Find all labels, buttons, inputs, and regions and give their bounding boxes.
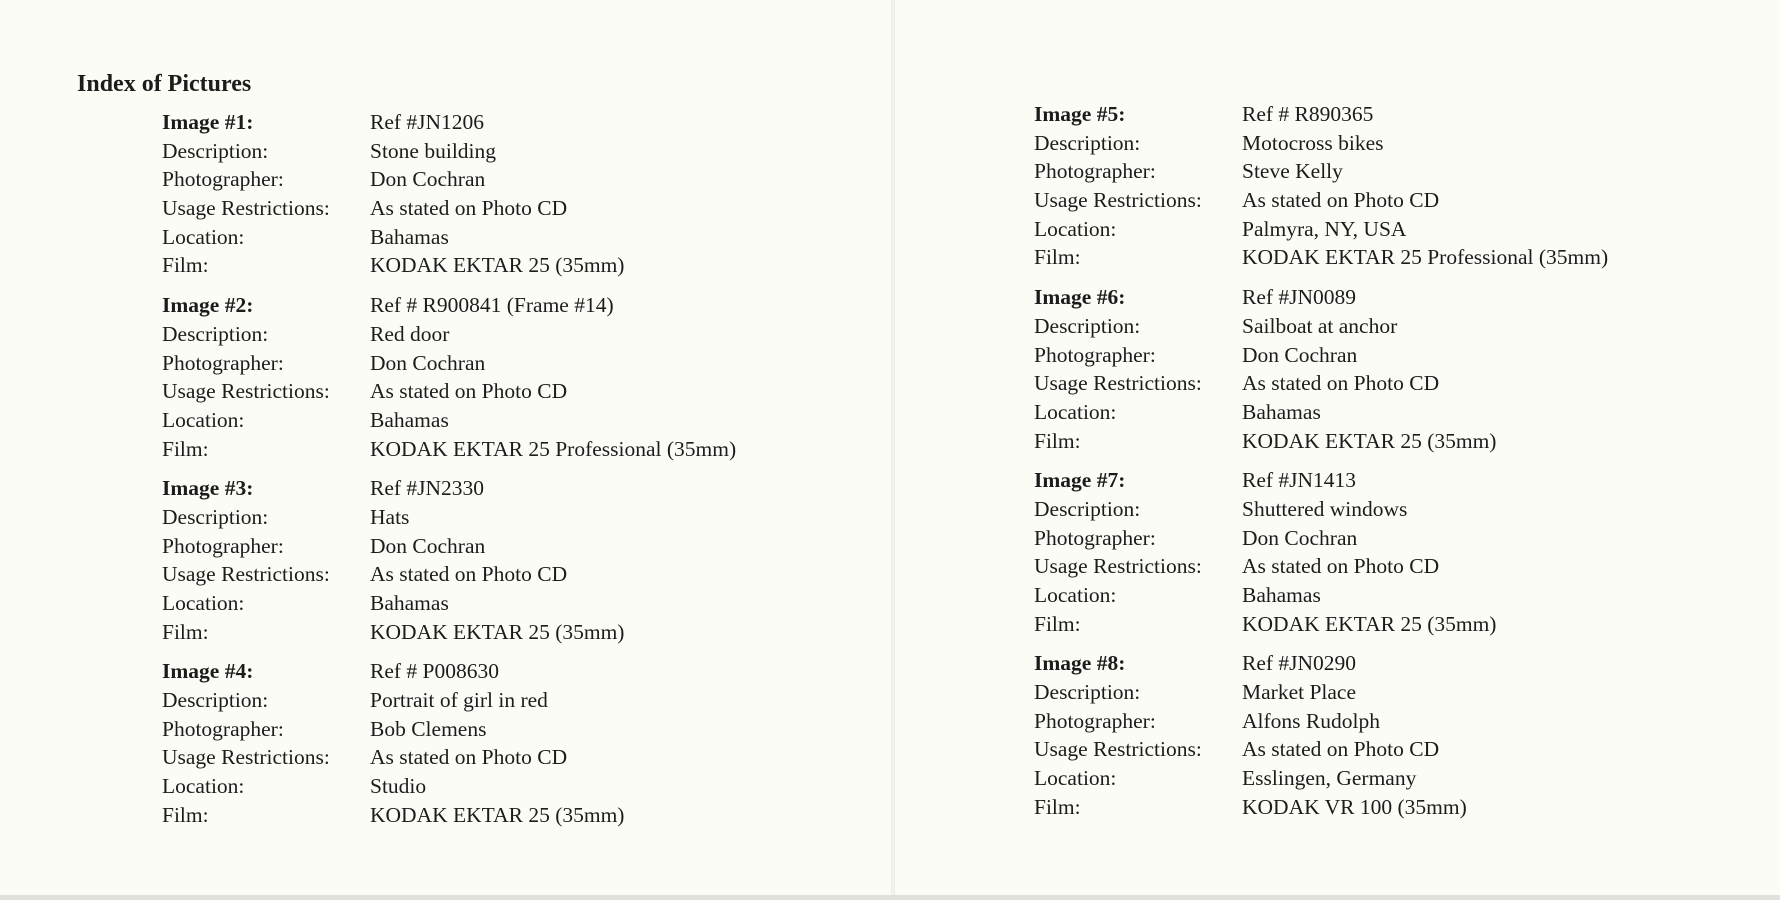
description-label: Description: bbox=[162, 504, 269, 529]
photographer-label: Photographer: bbox=[162, 716, 284, 741]
ref-number: Ref #JN0089 bbox=[1242, 285, 1357, 310]
location-row bbox=[162, 589, 736, 618]
usage-label: Usage Restrictions: bbox=[1034, 371, 1202, 396]
photographer-value: Alfons Rudolph bbox=[1242, 708, 1380, 733]
film-value: KODAK EKTAR 25 (35mm) bbox=[1242, 611, 1497, 636]
film-row bbox=[1034, 243, 1608, 272]
photographer-value: Don Cochran bbox=[1242, 342, 1358, 367]
description-label: Description: bbox=[1034, 680, 1141, 705]
location-label: Location: bbox=[1034, 216, 1117, 241]
location-label: Location: bbox=[162, 591, 245, 615]
page-title: Index of Pictures bbox=[77, 71, 252, 97]
location-value: Bahamas bbox=[370, 224, 449, 249]
film-row bbox=[162, 801, 736, 830]
usage-label: Usage Restrictions: bbox=[162, 562, 330, 587]
usage-label: Usage Restrictions: bbox=[162, 745, 330, 770]
image-entry bbox=[1034, 283, 1608, 455]
entry-header-row bbox=[162, 474, 736, 503]
image-number: Image #1: bbox=[162, 110, 254, 134]
photographer-row bbox=[162, 349, 736, 378]
film-label: Film: bbox=[1034, 794, 1081, 819]
entry-header-row bbox=[162, 657, 736, 686]
film-value: KODAK VR 100 (35mm) bbox=[1242, 794, 1467, 819]
photographer-value: Bob Clemens bbox=[370, 716, 487, 741]
description-row bbox=[1034, 129, 1608, 158]
description-label: Description: bbox=[1034, 130, 1141, 155]
description-value: Sailboat at anchor bbox=[1242, 313, 1398, 338]
right-page bbox=[895, 0, 1780, 900]
film-row bbox=[1034, 610, 1608, 639]
image-entry bbox=[1034, 100, 1608, 272]
entry-header-row bbox=[1034, 100, 1608, 129]
usage-value: As stated on Photo CD bbox=[370, 745, 568, 770]
description-row bbox=[1034, 312, 1608, 341]
film-label: Film: bbox=[162, 436, 209, 461]
film-value: KODAK EKTAR 25 (35mm) bbox=[370, 619, 625, 644]
film-label: Film: bbox=[162, 619, 209, 644]
photographer-label: Photographer: bbox=[162, 533, 284, 558]
image-number: Image #6: bbox=[1034, 285, 1126, 310]
bottom-edge bbox=[0, 895, 1780, 900]
photographer-row bbox=[162, 532, 736, 561]
usage-row bbox=[1034, 186, 1608, 215]
photographer-label: Photographer: bbox=[1034, 159, 1156, 184]
usage-value: As stated on Photo CD bbox=[370, 562, 568, 587]
usage-value: As stated on Photo CD bbox=[1242, 188, 1440, 213]
right-column bbox=[1034, 100, 1608, 833]
film-value: KODAK EKTAR 25 Professional (35mm) bbox=[370, 436, 737, 461]
ref-number: Ref #JN0290 bbox=[1242, 651, 1357, 676]
location-row bbox=[1034, 764, 1608, 793]
image-number: Image #3: bbox=[162, 476, 254, 501]
location-row bbox=[1034, 215, 1608, 244]
image-entry bbox=[1034, 649, 1608, 821]
photographer-label: Photographer: bbox=[162, 350, 284, 375]
ref-number: Ref # P008630 bbox=[370, 659, 499, 684]
usage-row bbox=[1034, 735, 1608, 764]
usage-value: As stated on Photo CD bbox=[370, 379, 568, 404]
usage-label: Usage Restrictions: bbox=[1034, 737, 1202, 762]
description-row bbox=[1034, 678, 1608, 707]
film-label: Film: bbox=[1034, 611, 1081, 636]
description-row bbox=[162, 503, 736, 532]
photographer-row bbox=[1034, 524, 1608, 553]
film-label: Film: bbox=[162, 802, 209, 827]
photographer-row bbox=[162, 165, 736, 194]
usage-label: Usage Restrictions: bbox=[162, 379, 330, 404]
image-entry bbox=[162, 657, 736, 829]
description-value: Hats bbox=[370, 504, 410, 529]
image-entry bbox=[162, 291, 736, 463]
usage-value: As stated on Photo CD bbox=[1242, 371, 1440, 396]
location-label: Location: bbox=[1034, 766, 1117, 791]
film-label: Film: bbox=[1034, 428, 1081, 453]
photographer-value: Don Cochran bbox=[1242, 525, 1358, 550]
location-value: Bahamas bbox=[1242, 583, 1321, 607]
film-label: Film: bbox=[1034, 245, 1081, 270]
image-number: Image #8: bbox=[1034, 651, 1126, 676]
ref-number: Ref # R900841 (Frame #14) bbox=[370, 293, 614, 318]
entry-header-row bbox=[162, 291, 736, 320]
usage-value: As stated on Photo CD bbox=[1242, 737, 1440, 762]
location-row bbox=[162, 406, 736, 435]
location-label: Location: bbox=[162, 224, 245, 249]
description-value: Stone building bbox=[370, 138, 497, 163]
usage-label: Usage Restrictions: bbox=[162, 196, 330, 221]
usage-value: As stated on Photo CD bbox=[370, 196, 568, 221]
film-label: Film: bbox=[162, 253, 209, 278]
usage-row bbox=[162, 194, 736, 223]
image-entry bbox=[162, 474, 736, 646]
photographer-value: Steve Kelly bbox=[1242, 159, 1343, 184]
photographer-value: Don Cochran bbox=[370, 167, 486, 192]
film-row bbox=[162, 435, 736, 464]
film-value: KODAK EKTAR 25 (35mm) bbox=[1242, 428, 1497, 453]
film-value: KODAK EKTAR 25 (35mm) bbox=[370, 253, 625, 278]
image-number: Image #4: bbox=[162, 659, 254, 684]
usage-label: Usage Restrictions: bbox=[1034, 188, 1202, 213]
photographer-row bbox=[1034, 707, 1608, 736]
location-row bbox=[1034, 581, 1608, 610]
location-label: Location: bbox=[1034, 399, 1117, 424]
usage-row bbox=[162, 743, 736, 772]
photographer-value: Don Cochran bbox=[370, 350, 486, 375]
image-entry bbox=[1034, 466, 1608, 638]
location-value: Studio bbox=[370, 774, 427, 799]
image-number: Image #2: bbox=[162, 293, 254, 318]
image-number: Image #5: bbox=[1034, 102, 1126, 126]
image-entry bbox=[162, 108, 736, 280]
usage-row bbox=[162, 377, 736, 406]
description-label: Description: bbox=[162, 688, 269, 713]
description-row bbox=[162, 320, 736, 349]
description-row bbox=[1034, 495, 1608, 524]
photographer-label: Photographer: bbox=[162, 167, 284, 192]
description-value: Portrait of girl in red bbox=[370, 688, 548, 713]
photographer-label: Photographer: bbox=[1034, 342, 1156, 367]
description-label: Description: bbox=[1034, 496, 1141, 521]
location-row bbox=[162, 223, 736, 252]
ref-number: Ref #JN2330 bbox=[370, 476, 485, 501]
entry-header-row bbox=[1034, 466, 1608, 495]
photographer-row bbox=[162, 715, 736, 744]
entry-header-row bbox=[1034, 283, 1608, 312]
description-value: Motocross bikes bbox=[1242, 130, 1384, 155]
location-value: Bahamas bbox=[370, 407, 449, 432]
location-row bbox=[1034, 398, 1608, 427]
left-column bbox=[162, 108, 736, 841]
film-row bbox=[162, 251, 736, 280]
location-label: Location: bbox=[1034, 583, 1117, 607]
description-label: Description: bbox=[1034, 313, 1141, 338]
film-value: KODAK EKTAR 25 Professional (35mm) bbox=[1242, 245, 1609, 270]
description-label: Description: bbox=[162, 138, 269, 163]
location-row bbox=[162, 772, 736, 801]
ref-number: Ref #JN1206 bbox=[370, 110, 485, 134]
description-value: Shuttered windows bbox=[1242, 496, 1408, 521]
ref-number: Ref # R890365 bbox=[1242, 102, 1374, 126]
ref-number: Ref #JN1413 bbox=[1242, 468, 1357, 493]
description-row bbox=[162, 137, 736, 166]
film-row bbox=[162, 618, 736, 647]
description-value: Red door bbox=[370, 321, 450, 346]
film-value: KODAK EKTAR 25 (35mm) bbox=[370, 802, 625, 827]
image-number: Image #7: bbox=[1034, 468, 1126, 493]
description-value: Market Place bbox=[1242, 680, 1357, 705]
location-label: Location: bbox=[162, 774, 245, 799]
usage-row bbox=[1034, 369, 1608, 398]
location-value: Bahamas bbox=[1242, 399, 1321, 424]
location-value: Palmyra, NY, USA bbox=[1242, 216, 1407, 241]
usage-row bbox=[1034, 552, 1608, 581]
photographer-row bbox=[1034, 341, 1608, 370]
photographer-label: Photographer: bbox=[1034, 525, 1156, 550]
film-row bbox=[1034, 793, 1608, 822]
location-value: Esslingen, Germany bbox=[1242, 766, 1417, 791]
film-row bbox=[1034, 427, 1608, 456]
location-label: Location: bbox=[162, 407, 245, 432]
photographer-label: Photographer: bbox=[1034, 708, 1156, 733]
description-row bbox=[162, 686, 736, 715]
location-value: Bahamas bbox=[370, 591, 449, 615]
entry-header-row bbox=[1034, 649, 1608, 678]
photographer-row bbox=[1034, 157, 1608, 186]
usage-label: Usage Restrictions: bbox=[1034, 554, 1202, 579]
photographer-value: Don Cochran bbox=[370, 533, 486, 558]
usage-row bbox=[162, 560, 736, 589]
description-label: Description: bbox=[162, 321, 269, 346]
usage-value: As stated on Photo CD bbox=[1242, 554, 1440, 579]
entry-header-row bbox=[162, 108, 736, 137]
